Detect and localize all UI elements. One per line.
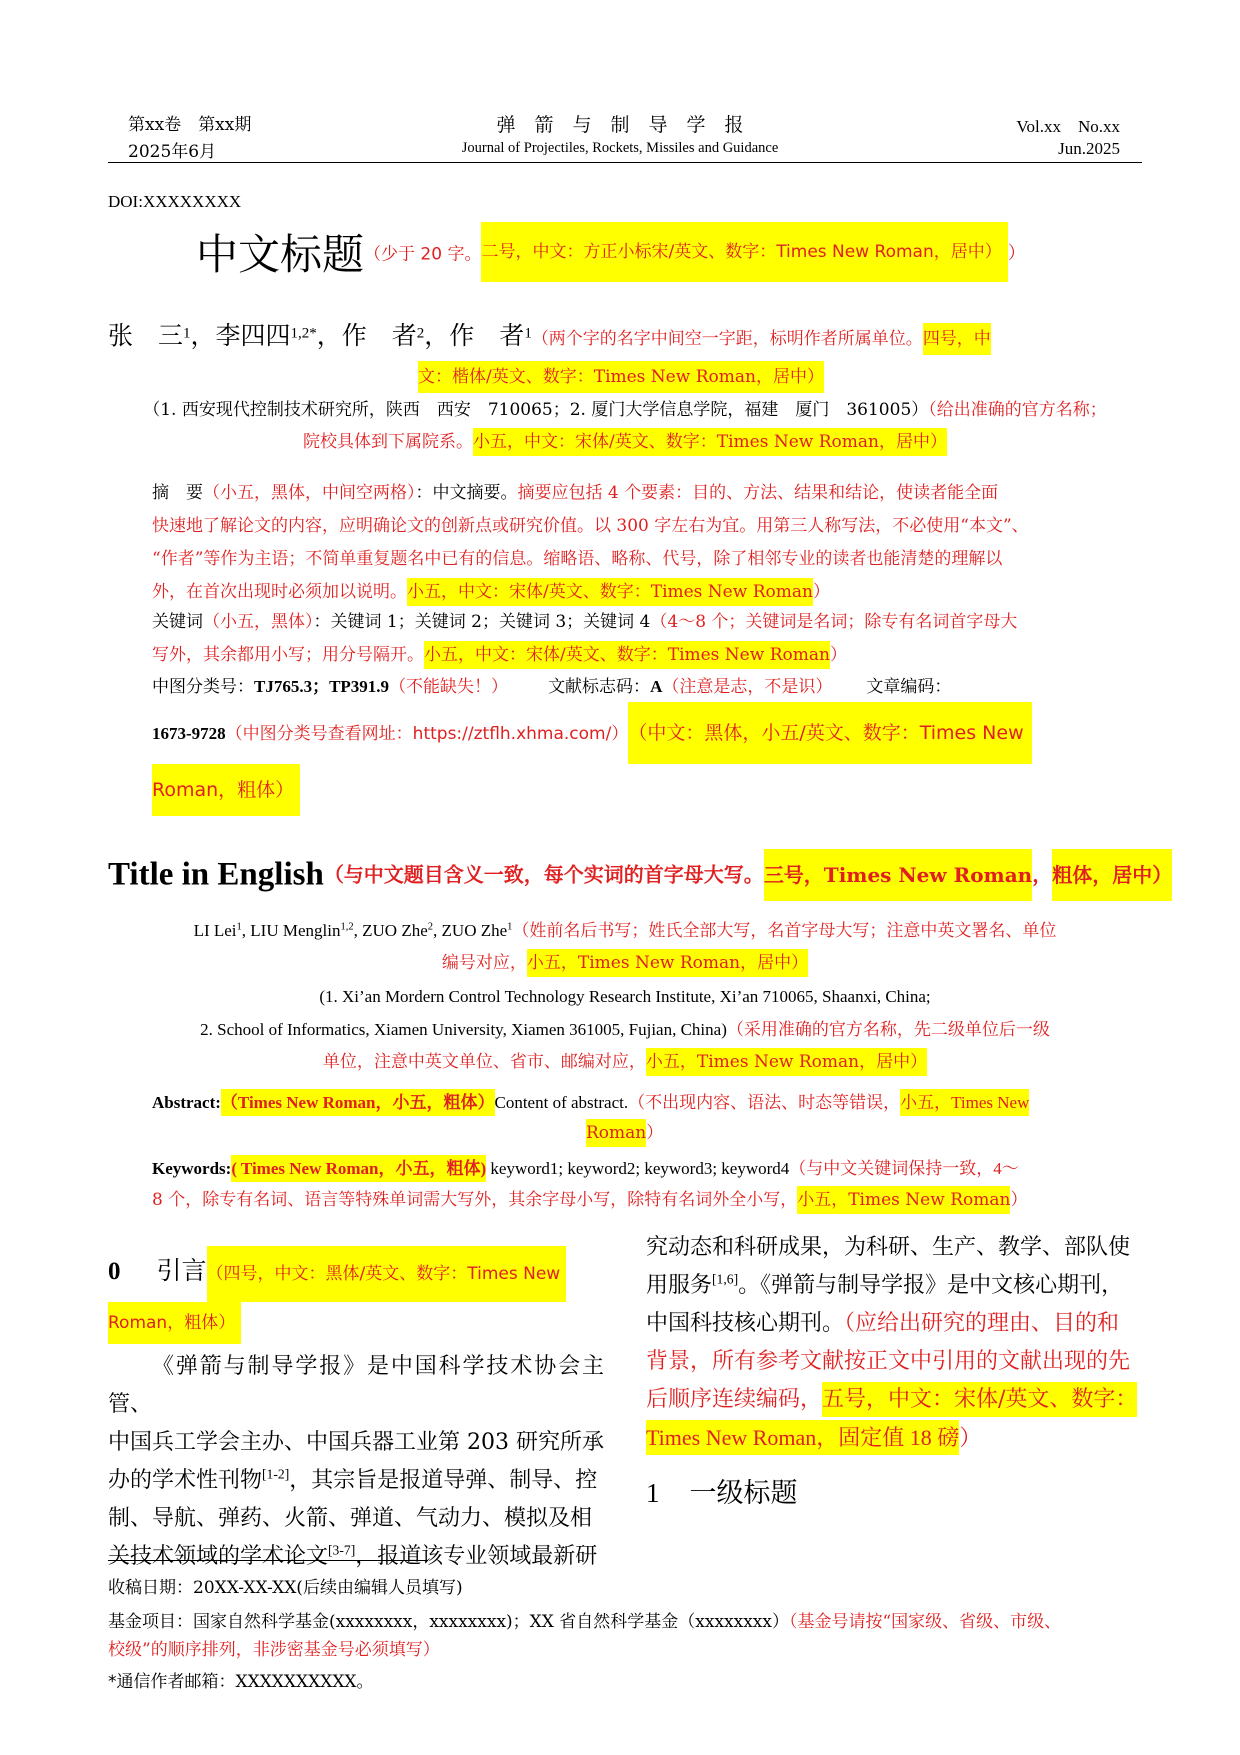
keywords-cn-label: 关键词 [152,612,203,632]
authors-en-line2 [108,947,1142,980]
body-line-5a: 关技术领域的学术论文 [108,1544,329,1569]
authors-en-note: （姓前名后书写；姓氏全部大写，名首字母大写；注意中英文署名、单位 [512,921,1057,940]
fund-value: 国家自然科学基金(xxxxxxxx，xxxxxxxx)；XX 省自然科学基金（xxxxxxxx） [193,1612,789,1632]
abstract-en-note: （不出现内容、语法、时态等错误， [628,1093,901,1112]
header-volume: 第xx卷 第xx期 [128,115,252,135]
footnote-received [108,1574,463,1602]
doc-code-label: 文献标志码： [548,677,651,697]
abstract-cn-label: 摘 要 [152,483,203,503]
authors-cn [108,316,1142,352]
affiliations-en-line3 [108,1046,1142,1079]
received-label: 收稿日期： [108,1578,193,1598]
body-line-5b: ，报道该专业领域最新研 [355,1544,598,1569]
clc-label: 中图分类号： [152,677,254,697]
title-en-note: （与中文题目含义一致，每个实词的首字母大写。 [323,862,764,887]
keywords-cn-close: ） [829,645,847,665]
title-cn-block: 中文标题（少于 20 字。二号，中文：方正小标宋/英文、数字：Times New Roman，居中） ） [196,222,1026,290]
clc-note: （不能缺失！） [389,677,509,697]
author-cn-4: ，作 者 [424,321,525,350]
header-rule [108,162,1142,163]
abstract-en-label: Abstract: [152,1093,221,1112]
abstract-cn-body-1: 摘要应包括 4 个要素：目的、方法、结果和结论，使读者能全面 [517,483,999,503]
fund-note-line2: 校级”的顺序排列，非涉密基金号必须填写） [108,1640,440,1660]
section-1-heading [646,1470,798,1516]
affiliations-cn-text: （1. 西安现代控制技术研究所，陕西 西安 710065；2. 厦门大学信息学院，福建 厦门 361005） [143,400,929,420]
author-cn-1: 张 三 [108,321,184,350]
keywords-cn-note: （4～8 个；关键词是名词；除专有名词首字母大 [650,612,1018,632]
body-line-7b: 。《弹箭与制导学报》是中文核心期刊， [738,1273,1124,1298]
author-en-4: , ZUO Zhe [433,921,508,940]
authors-en-format: 小五，Times New Roman，居中） [527,949,808,977]
classification-line [152,670,1102,704]
authors-en [108,914,1142,947]
affiliations-cn-line2 [108,426,1142,459]
body-line-3b: ，其宗旨是报道导弹、制导、控 [289,1468,598,1493]
title-cn: 中文标题 [196,230,365,279]
body-line-2: 中国兵工学会主办、中国兵器工业第 203 研究所承 [108,1430,604,1455]
affiliations-cn-note2: 院校具体到下属院系。 [303,432,474,452]
abstract-en-format-2: Roman [586,1119,646,1147]
keywords-en-close: ） [1010,1190,1028,1210]
abstract-en [152,1086,1102,1119]
abstract-cn-body-3: “作者”等作为主语；不简单重复题名中已有的信息。缩略语、略称、代号，除了相邻专业的读者也能清楚的理解以 [152,549,1003,569]
affiliations-en-note2: 单位，注意中英文单位、省市、邮编对应， [322,1052,646,1072]
classification-format-line2: Roman，粗体） [152,764,300,816]
title-en-format-2: 粗体，居中） [1052,849,1172,901]
keywords-en-note2: 8 个，除专有名词、语言等特殊单词需大写外，其余字母小写，除特有名词外全小写， [152,1190,798,1210]
journal-title-en: Journal of Projectiles, Rockets, Missiles and Guidance [461,140,779,156]
author-en-2: , LIU Menglin [241,921,341,940]
abstract-cn-body-2: 快速地了解论文的内容，应明确论文的创新点或研究价值。以 300 字左右为宜。用第三人称写法，不必使用“本文”、 [152,516,1029,536]
keywords-cn-text: ：关键词 1；关键词 2；关键词 3；关键词 4 [313,612,651,632]
author-cn-2: ，李四四 [190,321,291,350]
body-format-close: ） [959,1426,982,1451]
abstract-cn-body-4: 外，在首次出现时必须加以说明。 [152,582,407,602]
body-note-1: （应给出研究的理由、目的和 [844,1311,1120,1336]
author-en-4-sup: 1 [507,921,513,933]
classification-line2 [152,702,1032,764]
title-en-format: 三号，Times New Roman [764,849,1032,901]
section-1-number: 1 [646,1478,660,1508]
abstract-en-text: Content of abstract. [494,1093,629,1112]
body-note-2: 背景，所有参考文献按正文中引用的文献出现的先 [646,1349,1131,1374]
affiliations-en-line2 [108,1013,1142,1047]
authors-cn-note: （两个字的名字中间空一字距，标明作者所属单位。 [531,329,923,349]
section-0-format: （四号，中文：黑体/英文、数字：Times New [207,1246,567,1302]
keywords-en-line2 [152,1184,1027,1217]
citation-1-2: [1-2] [262,1466,290,1482]
article-code-label: 文章编码： [866,677,952,697]
section-0-number: 0 [108,1258,121,1285]
author-en-3-sup: 2 [427,921,434,933]
footnote-rule [108,1560,428,1561]
section-0-body-right [646,1229,1142,1458]
corresponding-label: *通信作者邮箱： [108,1672,236,1692]
keywords-en-note: （与中文关键词保持一致，4～ [789,1159,1019,1178]
author-cn-3: ，作 者 [316,321,417,350]
author-en-3: , ZUO Zhe [353,921,428,940]
keywords-cn-note2: 写外，其余都用小写；用分号隔开。 [152,645,424,665]
abstract-cn-label-note: （小五，黑体，中间空两格） [203,483,416,503]
author-cn-4-sup: 1 [524,325,532,342]
affiliations-en-1: (1. Xi’an Mordern Control Technology Research Institute, Xi’an 710065, Shaanxi, China; [319,987,931,1006]
fund-note: （基金号请按“国家级、省级、市级、 [788,1612,1062,1632]
header-date: 2025年6月 [128,142,217,162]
article-code-value: 1673-9728 [152,724,226,743]
author-en-2-sup: 1,2 [340,921,354,933]
fund-label: 基金项目： [108,1612,193,1632]
author-cn-2-sup: 1,2* [290,325,317,342]
section-0-format-line2: Roman，粗体） [108,1302,241,1344]
abstract-en-line2 [586,1117,663,1150]
body-line-8: 中国科技核心期刊。 [646,1311,845,1336]
title-en-comma: ， [1032,862,1053,887]
keywords-cn-label-note: （小五，黑体） [203,612,314,632]
section-0-heading [108,1246,566,1296]
keywords-cn [152,606,1102,672]
authors-cn-format-line2: 文：楷体/英文、数字：Times New Roman，居中） [418,361,824,393]
body-line-7a: 用服务 [646,1273,713,1298]
body-note-3: 后顺序连续编码， [646,1387,823,1412]
title-en-block [108,848,1172,900]
affiliations-en-2: 2. School of Informatics, Xiamen University, Xiamen 361005, Fujian, China) [200,1020,727,1039]
abstract-cn [152,477,1102,609]
affiliations-en-note: （采用准确的官方名称，先二级单位后一级 [726,1020,1050,1040]
keywords-en-label: Keywords: [152,1159,232,1178]
title-cn-note: （少于 20 字。 [364,244,482,265]
body-format-2: Times New Roman，固定值 18 磅 [646,1420,959,1455]
doc-code-note: （注意是志，不是识） [662,677,833,697]
body-line-1: 《弹箭与制导学报》是中国科学技术协会主管、 [108,1354,604,1417]
journal-title-cn: 弹 箭 与 制 导 学 报 [496,114,744,136]
body-line-3a: 办的学术性刊物 [108,1468,263,1493]
affiliations-cn-note: （给出准确的官方名称； [928,400,1107,420]
clc-value: TJ765.3；TP391.9 [254,677,390,696]
author-cn-3-sup: 2 [416,325,425,342]
doi: DOI:XXXXXXXX [108,192,242,211]
affiliations-en-format: 小五，Times New Roman，居中） [646,1048,927,1076]
abstract-en-label-note: （Times New Roman，小五，粗体） [221,1089,495,1116]
author-en-1-sup: 1 [236,921,242,933]
abstract-en-format: 小五，Times New [900,1089,1029,1116]
footnote-fund [108,1608,1142,1636]
author-cn-1-sup: 1 [183,325,191,342]
abstract-cn-format: 小五，中文：宋体/英文、数字：Times New Roman [407,578,813,606]
keywords-en-label-note: ( Times New Roman，小五，粗体) [231,1155,486,1182]
body-format-1: 五号，中文：宋体/英文、数字： [822,1382,1137,1417]
section-1-title: 一级标题 [689,1478,798,1509]
section-0-body-left [108,1348,604,1576]
body-line-4: 制、导航、弹药、火箭、弹道、气动力、模拟及相 [108,1506,593,1531]
title-cn-format: 二号，中文：方正小标宋/英文、数字：Times New Roman，居中） [481,222,1007,282]
body-line-6: 究动态和科研成果，为科研、生产、教学、部队使 [646,1235,1131,1260]
corresponding-value: XXXXXXXXXX。 [235,1672,374,1692]
abstract-cn-intro: ：中文摘要。 [415,483,518,503]
authors-cn-format: 四号，中 [923,323,991,355]
header-vol-no: Vol.xx No.xx [1016,117,1120,136]
title-en: Title in English [108,856,324,893]
keywords-en-format: 小五，Times New Roman [797,1186,1010,1214]
keywords-cn-format: 小五，中文：宋体/英文、数字：Times New Roman [424,641,830,669]
abstract-en-close: ） [646,1123,664,1143]
citation-3-7: [3-7] [328,1542,356,1558]
keywords-en [152,1152,1102,1185]
author-en-1: LI Lei [193,921,237,940]
classification-format: （中文：黑体，小五/英文、数字：Times New [628,702,1031,764]
doc-code-value: A [650,677,663,696]
affiliations-cn-format: 小五，中文：宋体/英文、数字：Times New Roman，居中） [473,428,947,456]
clc-url-note: （中图分类号查看网址：https://ztflh.xhma.com/） [225,724,629,744]
citation-1-6: [1,6] [712,1271,739,1287]
section-0-title: 引言 [156,1256,207,1285]
header-month: Jun.2025 [1058,139,1120,158]
abstract-cn-close: ） [812,582,830,602]
footnote-corresponding [108,1668,374,1696]
received-value: 20XX-XX-XX(后续由编辑人员填写) [193,1578,463,1598]
authors-cn-format-cont [418,362,824,387]
authors-en-note2: 编号对应， [441,953,527,973]
keywords-en-text: keyword1; keyword2; keyword3; keyword4 [486,1159,790,1178]
affiliations-cn [108,394,1142,427]
